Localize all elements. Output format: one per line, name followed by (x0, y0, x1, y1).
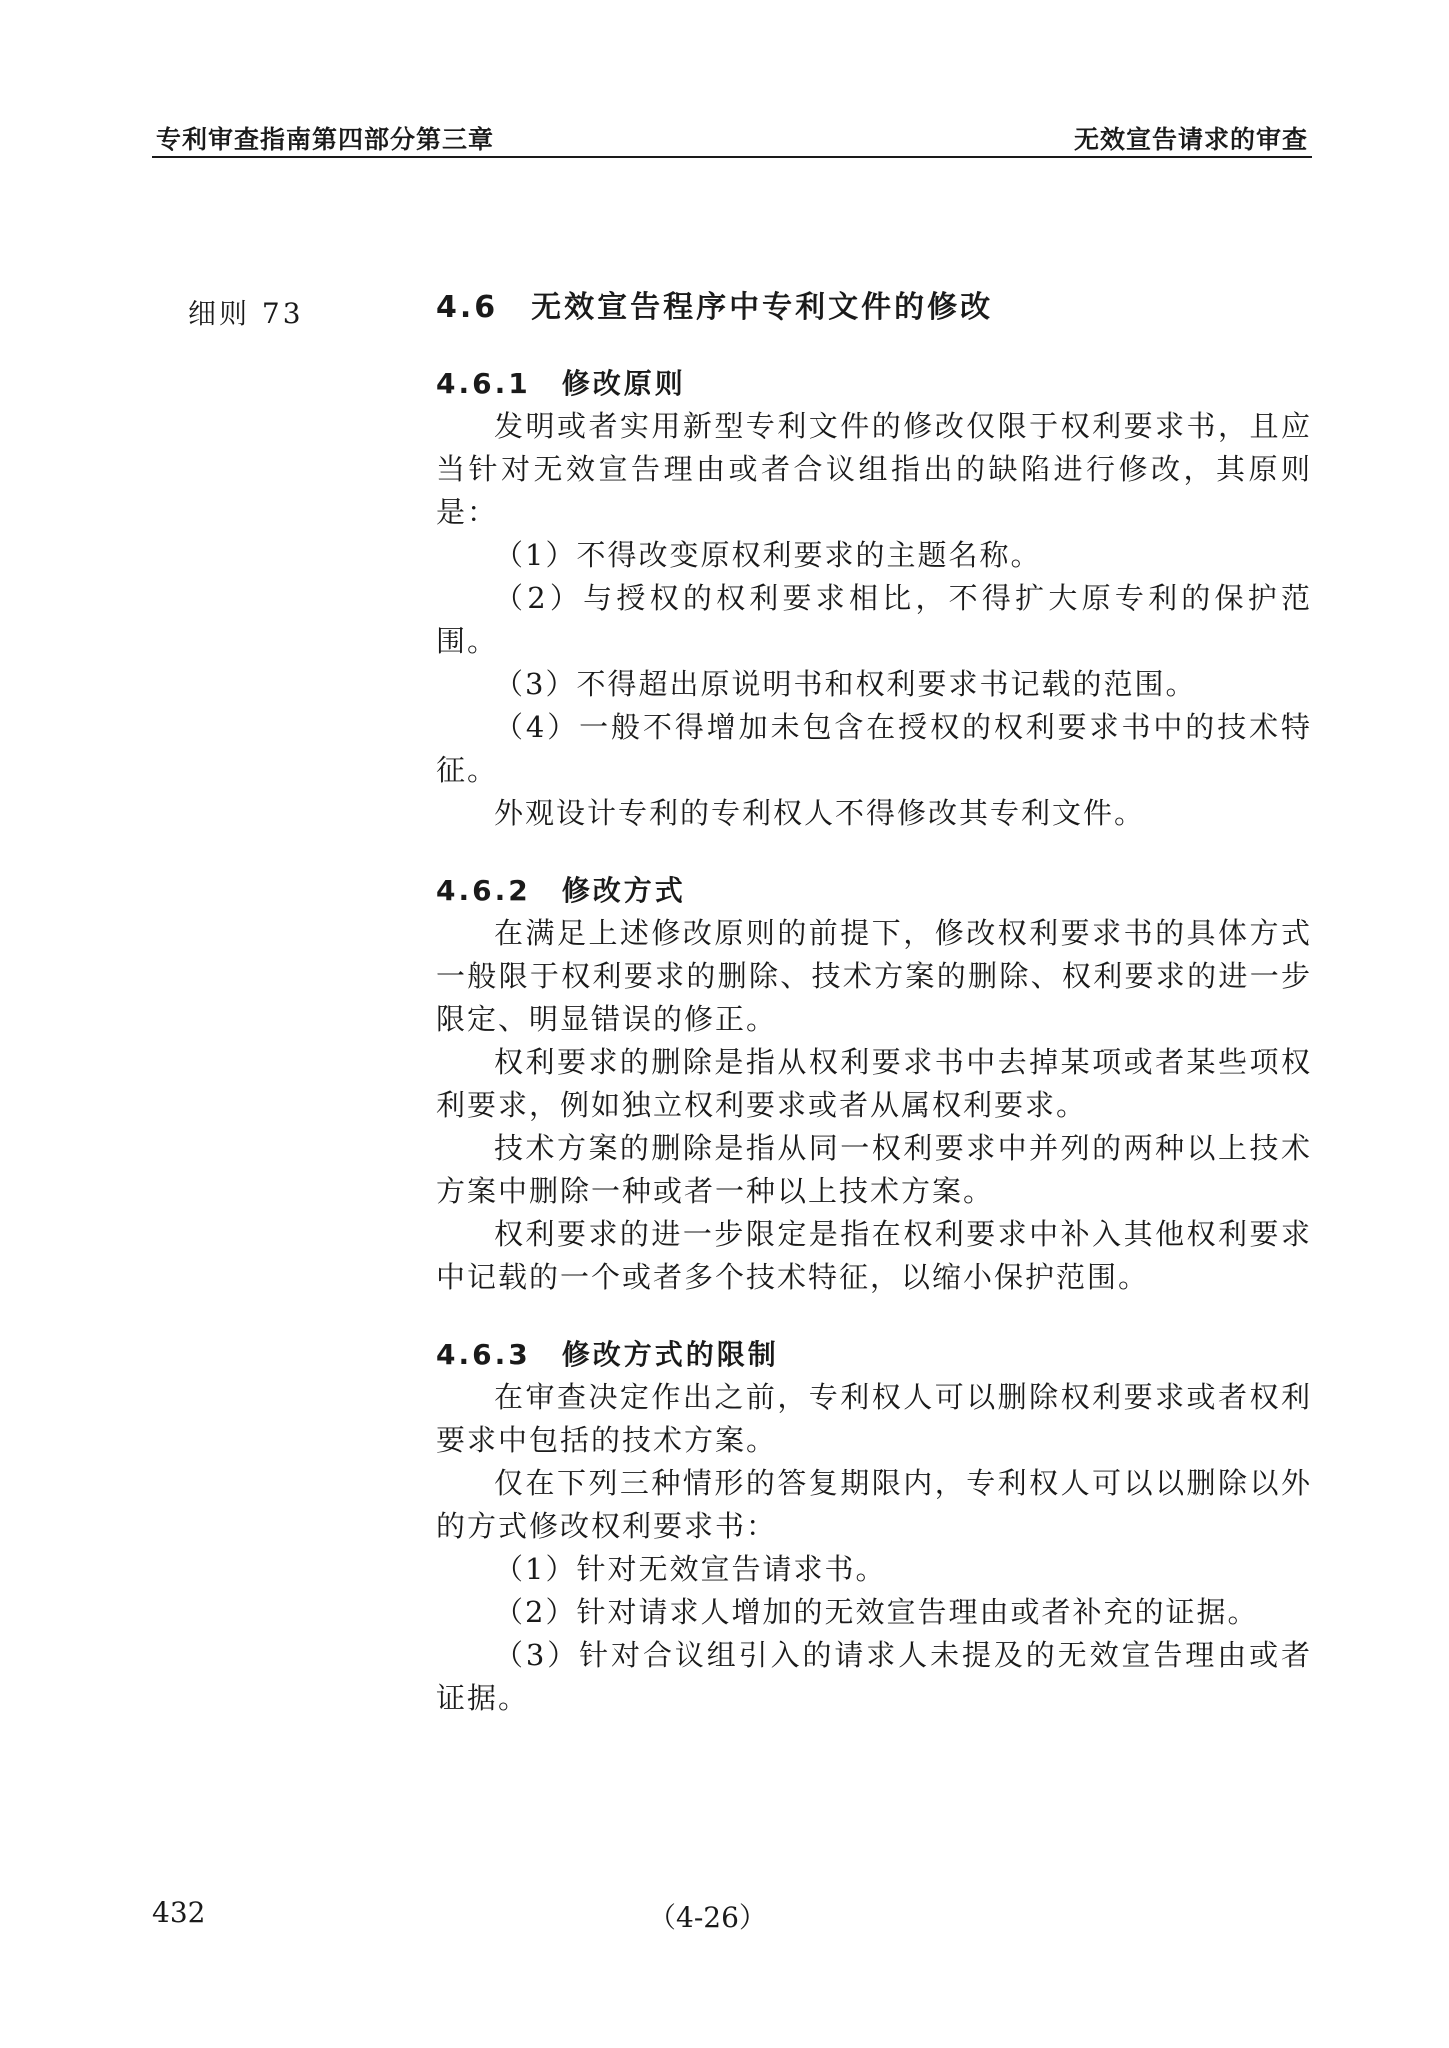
list-item: （2）针对请求人增加的无效宣告理由或者补充的证据。 (494, 1595, 1259, 1629)
list-item: （1）针对无效宣告请求书。 (494, 1552, 887, 1586)
main-content (436, 286, 1312, 1720)
paragraph: 技术方案的删除是指从同一权利要求中并列的两种以上技术方案中删除一种或者一种以上技术方案。 (436, 1131, 1312, 1208)
paragraph: 权利要求的进一步限定是指在权利要求中补入其他权利要求中记载的一个或者多个技术特征，以缩小保护范围。 (436, 1217, 1312, 1294)
section-page-number: （4-26） (648, 1901, 767, 1934)
list-item: （4）一般不得增加未包含在授权的权利要求书中的技术特征。 (436, 710, 1312, 787)
paragraph: 在满足上述修改原则的前提下，修改权利要求书的具体方式一般限于权利要求的删除、技术方案的删除、权利要求的进一步限定、明显错误的修正。 (436, 916, 1312, 1036)
margin-note: 细则 73 (188, 297, 304, 330)
subsection-title: 4.6.1 修改原则 (436, 367, 686, 400)
paragraph: 权利要求的删除是指从权利要求书中去掉某项或者某些项权利要求，例如独立权利要求或者从属权利要求。 (436, 1045, 1312, 1122)
section-title: 4.6 无效宣告程序中专利文件的修改 (436, 290, 994, 325)
header-chapter-title: 专利审查指南第四部分第三章 (156, 125, 495, 154)
subsection-title: 4.6.2 修改方式 (436, 874, 686, 907)
paragraph: 仅在下列三种情形的答复期限内，专利权人可以以删除以外的方式修改权利要求书： (436, 1466, 1312, 1543)
paragraph: 外观设计专利的专利权人不得修改其专利文件。 (494, 796, 1146, 830)
paragraph: 在审查决定作出之前，专利权人可以删除权利要求或者权利要求中包括的技术方案。 (436, 1380, 1312, 1457)
list-item: （1）不得改变原权利要求的主题名称。 (494, 538, 1042, 572)
list-item: （2）与授权的权利要求相比，不得扩大原专利的保护范围。 (436, 581, 1312, 658)
header-section-title: 无效宣告请求的审查 (1073, 125, 1308, 154)
subsection-title: 4.6.3 修改方式的限制 (436, 1338, 779, 1371)
page-header (152, 116, 1312, 158)
list-item: （3）不得超出原说明书和权利要求书记载的范围。 (494, 667, 1197, 701)
page-number: 432 (152, 1896, 206, 1929)
list-item: （3）针对合议组引入的请求人未提及的无效宣告理由或者证据。 (436, 1638, 1312, 1715)
paragraph: 发明或者实用新型专利文件的修改仅限于权利要求书，且应当针对无效宣告理由或者合议组指出的缺陷进行修改，其原则是： (436, 409, 1312, 529)
